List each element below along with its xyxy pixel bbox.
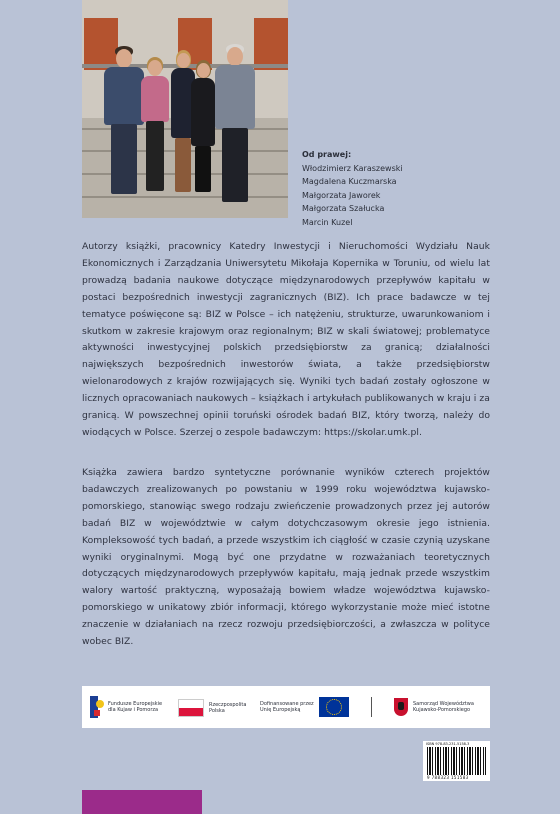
- eu-flag-icon: [319, 697, 349, 717]
- poland-flag-icon: [178, 699, 204, 717]
- fundusze-europejskie-logo: [90, 696, 162, 718]
- divider: [371, 697, 372, 717]
- caption-name: Marcin Kuzel: [302, 217, 353, 227]
- barcode-digits: 9 788323 151583: [427, 775, 469, 780]
- barcode-bars: [427, 747, 486, 775]
- authors-description: Autorzy książki, pracownicy Katedry Inwestycji i Nieruchomości Wydziału Nauk Ekonomicznych i Zarządzania Uniwersytetu Mikołaja Kopernika w Toruniu, od wielu lat prowadzą badania naukowe dotyczące międzynarodowych przepływów kapitału w postaci bezpośrednich inwestycji zagranicznych (BIZ). Ich prace badawcze w tej tematyce poświęcone są: BIZ w Polsce – ich natężeniu, strukturze, uwarunkowaniom i skutkom w zakresie krajowym oraz regionalnym; BIZ w skali światowej; problematyce aktywności inwestycyjnej polskich przedsiębiorstw za granicą; działalności największych bezpośrednich inwestorów świata, a także przedsiębiorstw wielonarodowych z krajów rozwijających się. Wyniki tych badań zostały ogłoszone w licznych opracowaniach naukowych – książkach i artykułach publikowanych w kraju i za granicą. W powszechnej opinii toruński ośrodek badań BIZ, który tworzą, należy do wiodących w Polsce. Szerzej o zespole badawczym: https://skolar.umk.pl.: [82, 241, 490, 438]
- fe-emblem-icon: [90, 696, 104, 718]
- accent-bar: [82, 790, 202, 814]
- authors-photo: [82, 0, 288, 218]
- samorzad-logo: [394, 698, 474, 716]
- caption-name: Małgorzata Szałucka: [302, 204, 385, 213]
- caption-name: Magdalena Kuczmarska: [302, 177, 397, 186]
- logo-text: Dofinansowane przez: [260, 700, 314, 707]
- book-description: Książka zawiera bardzo syntetyczne porównanie wyników czterech projektów badawczych zrealizowanych po powstaniu w 1999 roku województwa kujawsko-pomorskiego, stanowiąc swego rodzaju zwieńczenie prowadzonych przez jej autorów badań BIZ w województwie w całym dotychczasowym okresie jego istnienia. Kompleksowość tych badań, a przede wszystkim ich ciągłość w czasie czynią uzyskane wyniki oryginalnymi. Mogą być one przydatne w rozważaniach teoretycznych dotyczących międzynarodowych przepływów kapitału, mają jednak przede wszystkim walory wartość praktyczną, wyposażają bowiem władze województwa kujawsko-pomorskiego w unikatowy zbiór informacji, którego wykorzystanie może mieć istotne znaczenie w działaniach na rzecz rozwoju przedsiębiorczości, a zwłaszcza w polityce wobec BIZ.: [82, 467, 490, 648]
- door: [254, 18, 288, 70]
- isbn-barcode: [423, 741, 490, 781]
- logo-text: Samorząd Województwa: [413, 700, 474, 707]
- eu-logo: [260, 697, 349, 717]
- coat-of-arms-icon: [394, 698, 408, 716]
- person-figure: [138, 57, 172, 193]
- rzeczpospolita-logo: [178, 699, 246, 717]
- logo-text: dla Kujaw i Pomorza: [108, 707, 159, 713]
- logo-text: Unię Europejską: [260, 707, 301, 713]
- photo-caption: [302, 148, 403, 229]
- logo-text: Polska: [209, 708, 225, 714]
- logo-text: Fundusze Europejskie: [108, 700, 163, 707]
- isbn-text: ISBN 978-83-231-5158-3: [426, 742, 470, 746]
- logo-text: Kujawsko-Pomorskiego: [413, 707, 471, 713]
- caption-name: Małgorzata Jaworek: [302, 190, 381, 200]
- logo-text: Rzeczpospolita: [209, 701, 247, 708]
- caption-name: Włodzimierz Karaszewski: [302, 163, 403, 173]
- person-figure: [212, 44, 258, 204]
- funding-logos-bar: [82, 686, 490, 728]
- caption-title: Od prawej:: [302, 150, 352, 159]
